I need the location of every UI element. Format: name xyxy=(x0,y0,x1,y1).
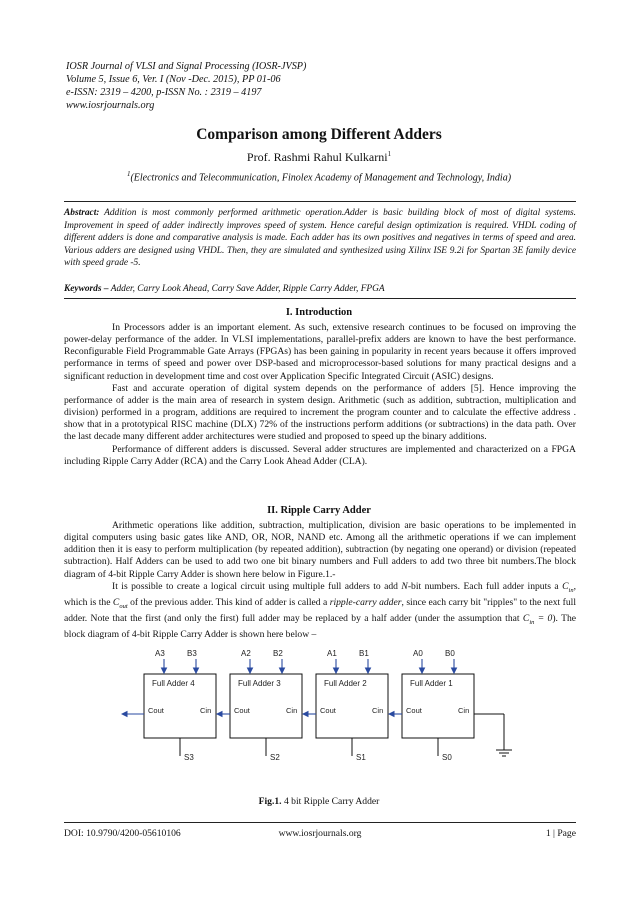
author-sup: 1 xyxy=(387,150,392,158)
journal-issn: e-ISSN: 2319 – 4200, p-ISSN No. : 2319 – 4197 xyxy=(66,87,262,98)
cin-label: Cin xyxy=(372,706,384,715)
rca-body xyxy=(64,520,576,641)
cout-label: Cout xyxy=(234,706,250,715)
sum-output-label: S2 xyxy=(270,753,280,762)
full-adder-label: Full Adder 2 xyxy=(324,679,367,688)
ripple-carry-adder-diagram xyxy=(120,648,540,776)
top-rule xyxy=(64,201,576,202)
keywords xyxy=(64,283,576,295)
input-b-label: B2 xyxy=(273,649,283,658)
keywords-text: Adder, Carry Look Ahead, Carry Save Adder, Ripple Carry Adder, FPGA xyxy=(110,284,385,294)
abstract-label: Abstract: xyxy=(64,208,100,218)
footer-page: 1 | Page xyxy=(545,828,576,839)
footer-doi: DOI: 10.9790/4200-05610106 xyxy=(64,828,181,839)
cout-label: Cout xyxy=(148,706,164,715)
cin-label: Cin xyxy=(458,706,470,715)
keywords-label: Keywords – xyxy=(64,284,109,294)
rca-paragraph-2: It is possible to create a logical circuit using multiple full adders to add N-bit numbers. Each full adder inputs a $C_{in}$, which is the $C_{out}$ of the previous adder. This kind of adder is called a ripple-carry adder, since each carry bit "ripples" to the next full adder. Note that the first (and only the first) full adder may be replaced by a half adder (under the assumption that $C_{in} = 0$). The block diagram of 4-bit Ripple Carry Adder is shown here below – xyxy=(64,580,577,640)
journal-volume: Volume 5, Issue 6, Ver. I (Nov -Dec. 2015), PP 01-06 xyxy=(66,74,281,85)
figure-caption xyxy=(0,796,638,807)
sum-output-label: S3 xyxy=(184,753,194,762)
sum-output-label: S1 xyxy=(356,753,366,762)
cout-label: Cout xyxy=(406,706,422,715)
sum-output-label: S0 xyxy=(442,753,452,762)
author-name: Prof. Rashmi Rahul Kulkarni xyxy=(246,150,388,164)
cin-label: Cin xyxy=(286,706,298,715)
paper-title: Comparison among Different Adders xyxy=(196,126,442,143)
introduction-body xyxy=(64,322,576,468)
full-adder-label: Full Adder 3 xyxy=(238,679,281,688)
figure-caption-text: 4 bit Ripple Carry Adder xyxy=(281,796,380,807)
input-b-label: B0 xyxy=(445,649,455,658)
abstract-rule xyxy=(64,298,576,299)
footer-site: www.iosrjournals.org xyxy=(278,828,362,839)
input-a-label: A0 xyxy=(413,649,423,658)
affiliation-line xyxy=(0,170,638,183)
intro-paragraph-1: In Processors adder is an important element. As such, extensive research continues to be focused on improving the power-delay performance of the adder. In VLSI implementations, parallel-prefix adders are known to have the best performance. Reconfigurable Field Programmable Gate Arrays (FPGAs) has been gaining in popularity in recent years because it offers improved performance in terms of speed and power over DSP-based and microprocessor-based solutions for many practical designs and a significant reduction in development time and cost over Application Specific Integrated Circuit (ASIC) designs. xyxy=(64,322,576,382)
section-heading-rca: II. Ripple Carry Adder xyxy=(267,505,371,516)
abstract xyxy=(64,207,576,270)
cin-label: Cin xyxy=(200,706,212,715)
journal-header xyxy=(66,60,466,112)
full-adder-label: Full Adder 1 xyxy=(410,679,453,688)
cout-label: Cout xyxy=(320,706,336,715)
affiliation-sup: 1 xyxy=(126,170,131,178)
section-heading-introduction: I. Introduction xyxy=(285,307,353,318)
rca-paragraph-1: Arithmetic operations like addition, subtraction, multiplication, division are basic operations to be implemented in digital computers using basic gates like AND, OR, NOR, NAND etc. Among all the arithmetic operations if we can implement addition then it is easy to perform multiplication (by repeated addition), subtraction (by negating one operand) or division (repeated subtraction). Half Adders can be used to add two one bit binary numbers and Full adders to add two three bit numbers.The block diagram of 4-bit Ripple Carry Adder is shown here below in Figure.1.- xyxy=(64,520,576,580)
intro-paragraph-3: Performance of different adders is discussed. Several adder structures are implemented and characterized on a FPGA including Ripple Carry Adder (RCA) and the Carry Look Ahead Adder (CLA). xyxy=(64,443,576,467)
journal-name: IOSR Journal of VLSI and Signal Processing (IOSR-JVSP) xyxy=(66,61,307,72)
input-a-label: A1 xyxy=(327,649,337,658)
author-line xyxy=(0,150,638,165)
input-a-label: A3 xyxy=(155,649,165,658)
full-adder-label: Full Adder 4 xyxy=(152,679,195,688)
input-b-label: B1 xyxy=(359,649,369,658)
affiliation-text: (Electronics and Telecommunication, Finolex Academy of Management and Technology, India) xyxy=(130,172,512,184)
intro-paragraph-2: Fast and accurate operation of digital system depends on the performance of adders [5]. Hence improving the performance of adder is the main area of research in system design. Arithmetic (such as addition, subtraction, multiplication and division) performed in a program, additions are required to increment the program counter and to calculate the effective address . show that in a prototypical RISC machine (DLX) 72% of the instructions perform additions (or subtractions) in the data path. Over the last decade many different adder architectures were studied and proposed to speed up the binary additions. xyxy=(64,382,576,443)
journal-url: www.iosrjournals.org xyxy=(66,100,155,111)
input-a-label: A2 xyxy=(241,649,251,658)
page-footer xyxy=(64,828,576,842)
figure-caption-label: Fig.1. xyxy=(258,796,282,807)
abstract-text: Addition is most commonly performed arithmetic operation.Adder is basic building block of most of digital systems. Improvement in speed of adder indirectly improves speed of system. Hence careful design optimization is required. VHDL coding of different adders is done and comparative analysis is made. Each adder has its own positives and negatives in terms of speed and area. Various adders are designed using VHDL. Then, they are simulated and synthesized using Xilinx ISE 9.2i for Spartan 3E family device with speed grade -5. xyxy=(64,208,576,269)
footer-rule xyxy=(64,822,576,823)
input-b-label: B3 xyxy=(187,649,197,658)
